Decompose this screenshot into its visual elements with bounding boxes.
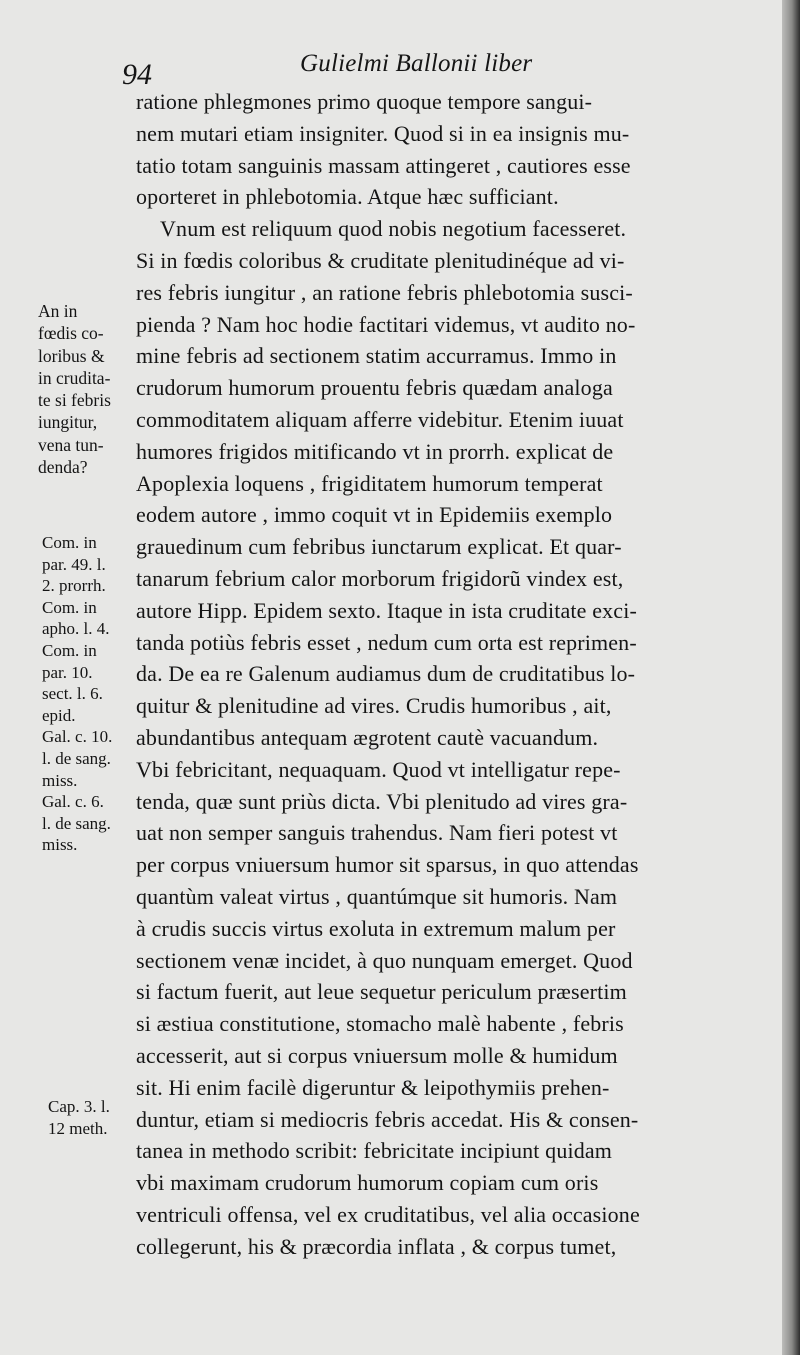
gloss-line: te si febris [38, 390, 111, 411]
text-line: si æstiua constitutione, stomacho malè habente , febris [136, 1011, 624, 1037]
text-line: commoditatem aliquam afferre videbitur. Etenim iuuat [136, 406, 624, 432]
text-line: nem mutari etiam insigniter. Quod si in ea insignis mu- [136, 120, 630, 146]
reference-line: 2. prorrh. [42, 576, 106, 596]
reference-line: sect. l. 6. [42, 684, 103, 704]
text-line: Apoplexia loquens , frigiditatem humorum temperat [136, 470, 603, 496]
reference-line: l. de sang. [42, 813, 111, 833]
text-line: res febris iungitur , an ratione febris phlebotomia susci- [136, 279, 633, 305]
gloss-line: in crudita- [38, 367, 111, 388]
text-line: Vbi febricitant, nequaquam. Quod vt intelligatur repe- [136, 756, 621, 782]
text-line: per corpus vniuersum humor sit sparsus, in quo attendas [136, 852, 639, 878]
page-edge [782, 0, 800, 1355]
text-line: quantùm valeat virtus , quantúmque sit humoris. Nam [136, 883, 618, 909]
reference-line: Gal. c. 10. [42, 727, 113, 747]
text-line: collegerunt, his & præcordia inflata , & corpus tumet, [136, 1233, 617, 1259]
text-line: ventriculi offensa, vel ex cruditatibus, vel alia occasione [136, 1201, 640, 1227]
text-line: sectionem venæ incidet, à quo nunquam emerget. Quod [136, 947, 633, 973]
reference-line: Cap. 3. l. [48, 1097, 110, 1116]
text-line: da. De ea re Galenum audiamus dum de cruditatibus lo- [136, 661, 636, 687]
text-line: tenda, quæ sunt priùs dicta. Vbi plenitudo ad vires gra- [136, 788, 628, 814]
text-line: tatio totam sanguinis massam attingeret , cautiores esse [136, 152, 631, 178]
text-line: vbi maximam crudorum humorum copiam cum oris [136, 1170, 599, 1196]
gloss-line: loribus & [38, 345, 105, 366]
text-line: à crudis succis virtus exoluta in extremum malum per [136, 915, 616, 941]
text-line: si factum fuerit, aut leue sequetur periculum præsertim [136, 979, 627, 1005]
page-number: 94 [122, 58, 152, 91]
gloss-line: denda? [38, 457, 88, 478]
reference-line: Com. in [42, 597, 97, 617]
text-line: tanda potiùs febris esset , nedum cum orta est reprimen- [136, 629, 637, 655]
text-line: uat non semper sanguis trahendus. Nam fieri potest vt [136, 820, 618, 846]
marginal-gloss [38, 300, 138, 478]
text-line: abundantibus antequam ægrotent cautè vacuandum. [136, 724, 599, 750]
marginal-references [42, 532, 142, 856]
gloss-line: fœdis co- [38, 323, 104, 344]
reference-line: 12 meth. [48, 1118, 108, 1138]
reference-line: epid. [42, 705, 76, 725]
text-line: tanarum febrium calor morborum frigidorũ vindex est, [136, 565, 624, 591]
running-title: Gulielmi Ballonii liber [300, 50, 533, 77]
gloss-line: vena tun- [38, 434, 104, 455]
gloss-line: An in [38, 301, 78, 321]
text-line: accesserit, aut si corpus vniuersum molle & humidum [136, 1042, 618, 1068]
reference-line: Gal. c. 6. [42, 792, 104, 812]
text-line: tanea in methodo scribit: febricitate incipiunt quidam [136, 1138, 613, 1164]
text-line: Si in fœdis coloribus & cruditate plenitudinéque ad vi- [136, 247, 625, 273]
text-line: pienda ? Nam hoc hodie factitari videmus, vt audito no- [136, 311, 636, 337]
text-line: mine febris ad sectionem statim accurramus. Immo in [136, 343, 617, 369]
text-line: oporteret in phlebotomia. Atque hæc sufficiant. [136, 184, 559, 210]
reference-line: apho. l. 4. [42, 619, 110, 639]
reference-line: par. 49. l. [42, 554, 106, 574]
reference-line: Com. in [42, 533, 97, 552]
body-text [136, 86, 766, 1262]
reference-line: miss. [42, 770, 78, 790]
text-line: eodem autore , immo coquit vt in Epidemiis exemplo [136, 502, 613, 528]
text-line: Vnum est reliquum quod nobis negotium facesseret. [160, 216, 627, 242]
text-line: sit. Hi enim facilè digeruntur & leipothymiis prehen- [136, 1074, 610, 1100]
reference-line: Com. in [42, 640, 97, 660]
text-line: crudorum humorum prouentu febris quædam analoga [136, 375, 613, 401]
marginal-references-lower [48, 1096, 148, 1139]
text-line: quitur & plenitudine ad vires. Crudis humoribus , ait, [136, 693, 612, 719]
text-line: duntur, etiam si mediocris febris accedat. His & consen- [136, 1106, 639, 1132]
reference-line: miss. [42, 835, 78, 855]
reference-line: par. 10. [42, 662, 93, 682]
text-line: ratione phlegmones primo quoque tempore sangui- [136, 89, 593, 114]
text-line: autore Hipp. Epidem sexto. Itaque in ista cruditate exci- [136, 597, 637, 623]
gloss-line: iungitur, [38, 412, 98, 433]
text-line: humores frigidos mitificando vt in prorrh. explicat de [136, 438, 614, 464]
text-line: grauedinum cum febribus iunctarum explicat. Et quar- [136, 534, 622, 560]
reference-line: l. de sang. [42, 748, 111, 768]
